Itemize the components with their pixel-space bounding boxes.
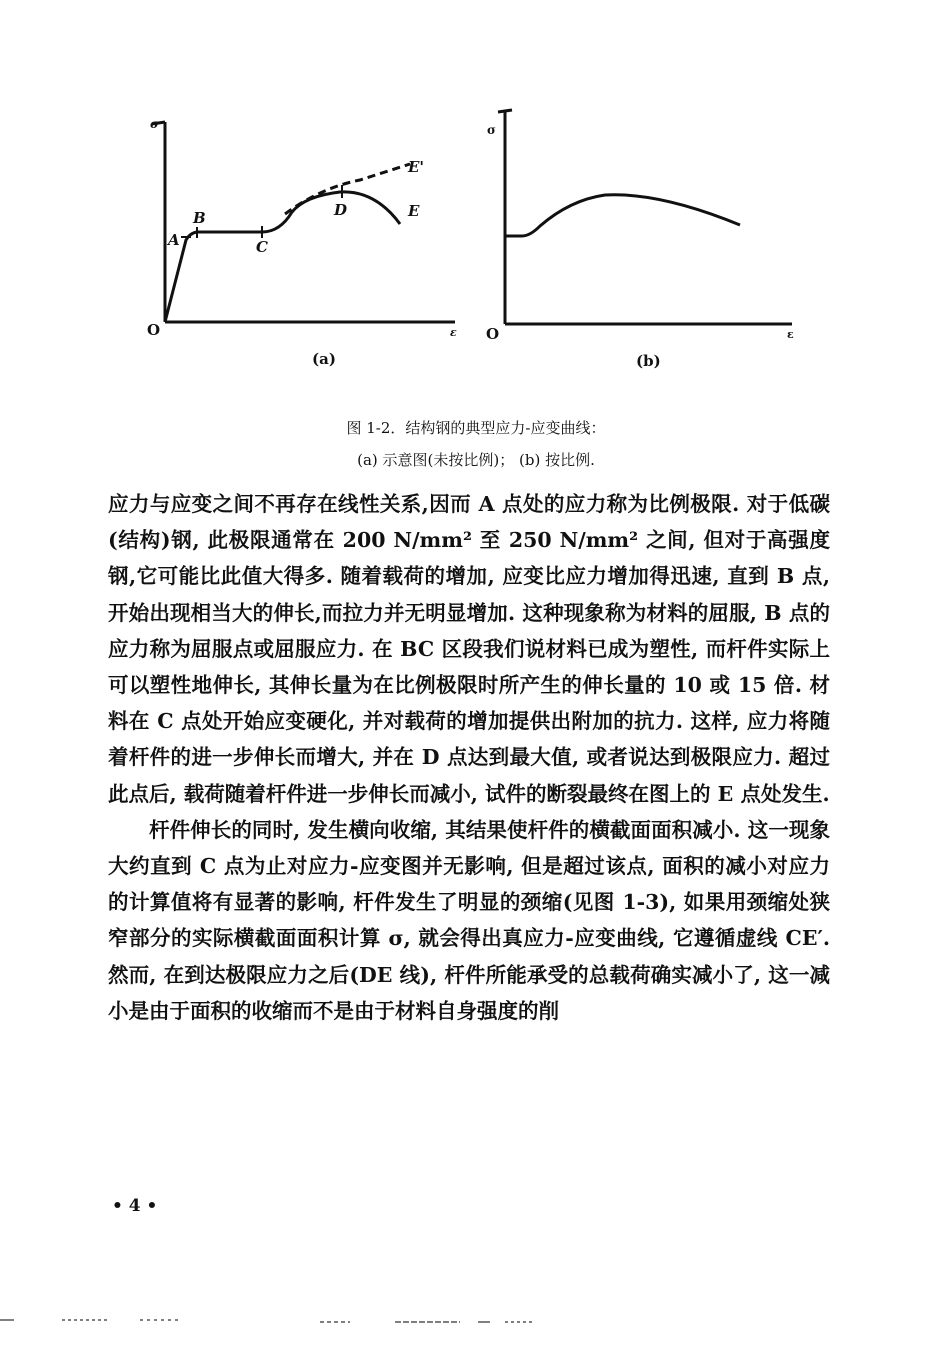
figure-a-origin: O (147, 321, 161, 339)
figure-b-y-axis-symbol: σ (487, 123, 496, 137)
stress-strain-diagrams (0, 0, 952, 400)
point-e-label: E (408, 202, 420, 220)
page-number: • 4 • (112, 1196, 158, 1216)
point-b-label: B (193, 209, 206, 227)
figure-b-label: (b) (636, 352, 661, 370)
point-d-label: D (334, 201, 348, 219)
figure-a-x-axis-symbol: ε (450, 326, 457, 339)
scan-artifacts (0, 1300, 952, 1340)
body-text (108, 486, 830, 1029)
figure-caption-line-2: (a) 示意图(未按比例)； (b) 按比例. (357, 451, 595, 469)
point-e-prime-label: E' (408, 158, 425, 176)
figure-1-2 (0, 0, 952, 480)
figure-a-y-axis-symbol: σ (150, 117, 159, 131)
point-c-label: C (256, 238, 268, 256)
paragraph-2: 杆件伸长的同时, 发生横向收缩, 其结果使杆件的横截面面积减小. 这一现象大约直到 C 点为止对应力-应变图并无影响, 但是超过该点, 面积的减小对应力的计算值将有显著的影响, 杆件发生了明显的颈缩(见图 1-3), 如果用颈缩处狭窄部分的实际横截面面积计算 σ, 就会得出真应力-应变曲线, 它遵循虚线 CE′. 然而, 在到达极限应力之后(DE 线), 杆件所能承受的总载荷确实减小了, 这一减小是由于面积的收缩而不是由于材料自身强度的削 (108, 817, 830, 1023)
figure-a-curve (165, 164, 410, 322)
figure-a-point-labels (147, 117, 457, 339)
figure-b-axes (498, 110, 792, 324)
figure-a-label: (a) (312, 350, 336, 368)
figure-b-curve (505, 195, 740, 236)
figure-b-origin: O (486, 325, 500, 343)
figure-caption-line-1: 图 1-2．结构钢的典型应力-应变曲线： (346, 419, 606, 437)
figure-b-x-axis-symbol: ε (787, 328, 794, 341)
paragraph-1: 应力与应变之间不再存在线性关系,因而 A 点处的应力称为比例极限. 对于低碳(结构)钢, 此极限通常在 200 N/mm² 至 250 N/mm² 之间, 但对于高强度钢,它可能比此值大得多. 随着载荷的增加, 应变比应力增加得迅速, 直到 B 点, 开始出现相当大的伸长,而拉力并无明显增加. 这种现象称为材料的屈服, B 点的应力称为屈服点或屈服应力. 在 BC 区段我们说材料已成为塑性, 而杆件实际上可以塑性地伸长, 其伸长量为在比例极限时所产生的伸长量的 10 或 15 倍. 材料在 C 点处开始应变硬化, 并对载荷的增加提供出附加的抗力. 这样, 应力将随着杆件的进一步伸长而增大, 并在 D 点达到最大值, 或者说达到极限应力. 超过此点后, 载荷随着杆件进一步伸长而减小, 试件的断裂最终在图上的 E 点处发生. (108, 492, 830, 806)
point-a-label: A (168, 231, 180, 249)
